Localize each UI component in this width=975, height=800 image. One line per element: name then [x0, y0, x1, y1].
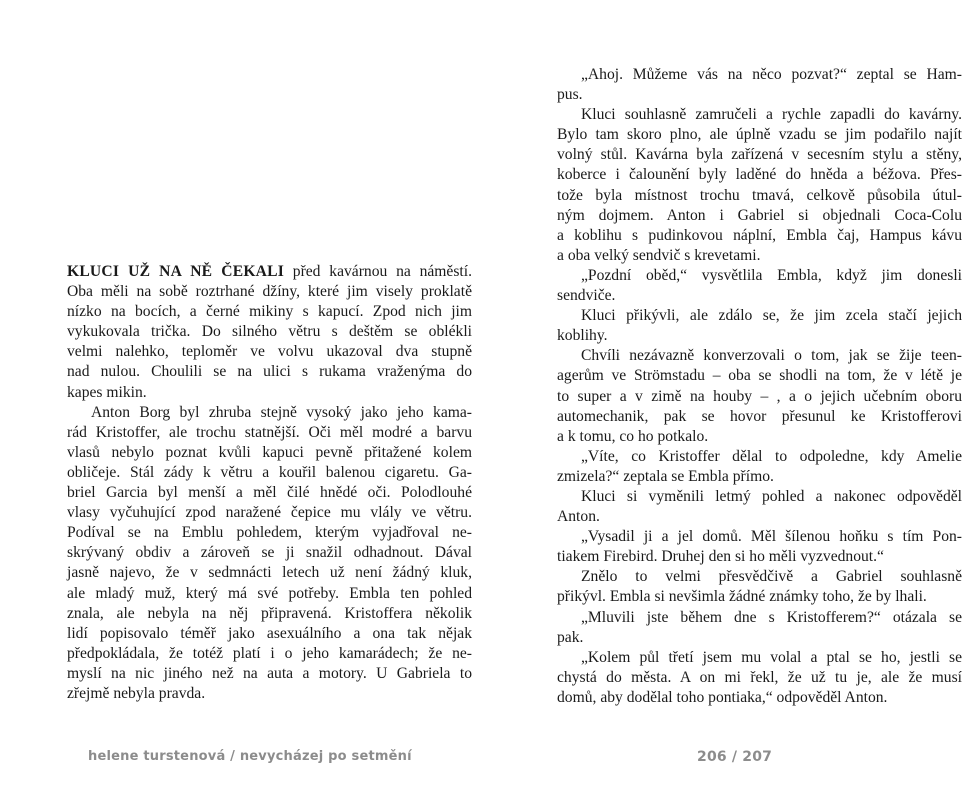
line-text: tiakem Firebird. Druhej den si ho měli vyzvednout.“	[557, 548, 884, 566]
line-text: a k tomu, co ho potkalo.	[557, 427, 709, 445]
paragraph	[557, 648, 962, 708]
text-line	[557, 266, 962, 286]
text-line	[557, 427, 962, 447]
page-numbers: 206 / 207	[697, 749, 773, 765]
text-line	[557, 467, 962, 487]
text-line	[557, 668, 962, 688]
line-text: „Kolem půl třetí jsem mu volal a ptal se ho, jestli se	[581, 648, 962, 666]
paragraph	[557, 105, 962, 266]
line-text: obličeje. Stál zády k větru a kouřil balenou cigaretu. Ga-	[67, 463, 472, 481]
line-text: Kluci přikývli, ale zdálo se, že jim zcela stačí jejich	[581, 307, 962, 325]
line-text: Chvíli nezávazně konverzovali o tom, jak se žije teen-	[581, 347, 962, 365]
text-line	[557, 507, 962, 527]
text-line	[557, 246, 962, 266]
paragraph	[557, 447, 962, 487]
text-line	[557, 286, 962, 306]
paragraph	[557, 567, 962, 607]
line-text: Oba měli na sobě roztrhané džíny, které jim visely proklatě	[67, 283, 472, 301]
line-text: Kluci souhlasně zamručeli a rychle zapadli do kavárny.	[581, 106, 962, 124]
text-line	[67, 624, 472, 644]
line-text: „Vysadil ji a jel domů. Měl šílenou hoňku s tím Pon-	[581, 528, 962, 546]
text-line	[67, 563, 472, 583]
line-text: koblihy.	[557, 327, 608, 345]
text-line	[67, 342, 472, 362]
text-line	[557, 145, 962, 165]
text-line	[557, 165, 962, 185]
line-text: Znělo to velmi přesvědčivě a Gabriel souhlasně	[581, 568, 962, 586]
text-line	[557, 567, 962, 587]
text-line	[67, 604, 472, 624]
text-line	[67, 584, 472, 604]
line-text: „Víte, co Kristoffer dělal to odpoledne, kdy Amelie	[581, 447, 962, 465]
line-text: nad nulou. Choulili se na ulici s rukama vraženýma do	[67, 363, 472, 381]
line-text: koberce i čalounění byly laděné do hněda a béžova. Přes-	[557, 166, 962, 184]
line-text: vykukovala trička. Do silného větru s deštěm se oblékli	[67, 323, 472, 341]
line-text: Kluci si vyměnili letmý pohled a nakonec odpověděl	[581, 487, 962, 505]
text-line	[67, 483, 472, 503]
text-line	[67, 262, 472, 282]
line-text: Bylo tam skoro plno, ale úplně vzadu se jim podařilo najít	[557, 126, 962, 144]
line-text: Anton.	[557, 508, 600, 526]
text-line	[67, 423, 472, 443]
line-text: vlasy vyčuhující zpod naražené čepice mu vlály ve větru.	[67, 504, 472, 522]
text-line	[557, 648, 962, 668]
line-text: přikývl. Embla si nevšimla žádné známky toho, že by lhali.	[557, 588, 927, 606]
line-text: domů, aby dodělal toho pontiaka,“ odpověděl Anton.	[557, 688, 888, 706]
line-text: znala, ale nebyla na něj připravená. Kristoffera několik	[67, 604, 472, 622]
text-line	[557, 527, 962, 547]
line-text: kapes mikin.	[67, 383, 147, 401]
text-line	[557, 85, 962, 105]
text-line	[557, 186, 962, 206]
text-line	[67, 664, 472, 684]
text-line	[557, 487, 962, 507]
paragraph	[557, 487, 962, 527]
text-line	[67, 523, 472, 543]
text-line	[67, 403, 472, 423]
right-page-text	[557, 65, 962, 708]
line-text: myslí na nic jiného než na auta a motory. U Gabriela to	[67, 664, 472, 682]
text-line	[557, 366, 962, 386]
line-text: chystá do města. A on mi řekl, že už tu je, ale že musí	[557, 668, 962, 686]
text-line	[67, 322, 472, 342]
running-head: helene turstenová / nevycházej po setmění	[88, 749, 412, 764]
line-text: skrývaný obdiv a zároveň se ji snažil odhadnout. Dával	[67, 544, 472, 562]
text-line	[557, 547, 962, 567]
line-text: zmizela?“ zeptala se Embla přímo.	[557, 467, 774, 485]
paragraph	[557, 608, 962, 648]
line-text: jasně najevo, že v sedmnácti letech už není žádný kluk,	[67, 564, 472, 582]
line-text: pus.	[557, 86, 583, 104]
text-line	[557, 387, 962, 407]
line-text: a oba velký sendvič s krevetami.	[557, 246, 761, 264]
chapter-lead-in: KLUCI UŽ NA NĚ ČEKALI	[67, 263, 284, 280]
text-line	[67, 543, 472, 563]
text-line	[557, 306, 962, 326]
line-text: agerům ve Strömstadu – oba se shodli na tom, že v létě je	[557, 367, 962, 385]
text-line	[67, 644, 472, 664]
paragraph	[557, 306, 962, 346]
text-line	[67, 463, 472, 483]
text-line	[557, 608, 962, 628]
line-text: Anton Borg byl zhruba stejně vysoký jako jeho kama-	[91, 403, 472, 421]
text-line	[557, 226, 962, 246]
text-line	[557, 688, 962, 708]
line-text: „Pozdní oběd,“ vysvětlila Embla, když jim donesli	[581, 266, 962, 284]
text-line	[557, 587, 962, 607]
text-line	[67, 302, 472, 322]
text-line	[557, 346, 962, 366]
text-line	[67, 503, 472, 523]
line-text: velmi nalehko, teploměr ve volvu ukazoval dva stupně	[67, 343, 472, 361]
line-text: automechanik, pak se hovor přesunul ke Kristofferovi	[557, 407, 962, 425]
line-text: volný stůl. Kavárna byla zařízená v secesním stylu a stěny,	[557, 146, 962, 164]
text-line	[67, 362, 472, 382]
text-line	[67, 443, 472, 463]
left-page-text	[67, 262, 472, 704]
line-text: Podíval se na Emblu pohledem, kterým vyjadřoval ne-	[67, 524, 472, 542]
text-line	[557, 125, 962, 145]
line-text: a koblihu s pudinkovou náplní, Embla čaj, Hampus kávu	[557, 226, 962, 244]
text-line	[67, 282, 472, 302]
line-text: ale mladý muž, který má své potřeby. Embla ten pohled	[67, 584, 472, 602]
text-line	[67, 383, 472, 403]
text-line	[67, 684, 472, 704]
text-line	[557, 65, 962, 85]
line-text: rád Kristoffer, ale trochu statnější. Oči měl modré a barvu	[67, 423, 472, 441]
text-line	[557, 447, 962, 467]
text-line	[557, 628, 962, 648]
line-text: předpokládala, že totéž platí i o jeho kamarádech; že ne-	[67, 644, 472, 662]
line-text: „Ahoj. Můžeme vás na něco pozvat?“ zeptal se Ham-	[581, 66, 962, 83]
paragraph	[557, 346, 962, 446]
paragraph	[67, 262, 472, 403]
line-text: pak.	[557, 628, 584, 646]
paragraph	[557, 266, 962, 306]
paragraph	[67, 403, 472, 704]
line-text: „Mluvili jste během dne s Kristofferem?“ otázala se	[581, 608, 962, 626]
line-text: nízko na bocích, a černé mikiny s kapucí. Zpod nich jim	[67, 303, 472, 321]
paragraph	[557, 65, 962, 105]
text-line	[557, 206, 962, 226]
line-text: tože byla místnost trochu tmavá, celkově působila útul-	[557, 186, 962, 204]
line-text: před kavárnou na náměstí.	[283, 263, 472, 280]
line-text: zřejmě nebyla pravda.	[67, 684, 206, 702]
line-text: to super a v zimě na houby – , a o jejich učebním oboru	[557, 387, 962, 405]
line-text: vlasů nebylo poznat kvůli kapuci pevně přitažené kolem	[67, 443, 472, 461]
text-line	[557, 105, 962, 125]
line-text: briel Garcia byl menší a měl čilé hnědé oči. Polodlouhé	[67, 484, 472, 502]
line-text: ným dojmem. Anton i Gabriel si objednali Coca-Colu	[557, 206, 962, 224]
text-line	[557, 326, 962, 346]
paragraph	[557, 527, 962, 567]
line-text: lidí popisovalo téměř jako asexuálního a ona tak nějak	[67, 624, 472, 642]
line-text: sendviče.	[557, 287, 616, 305]
text-line	[557, 407, 962, 427]
